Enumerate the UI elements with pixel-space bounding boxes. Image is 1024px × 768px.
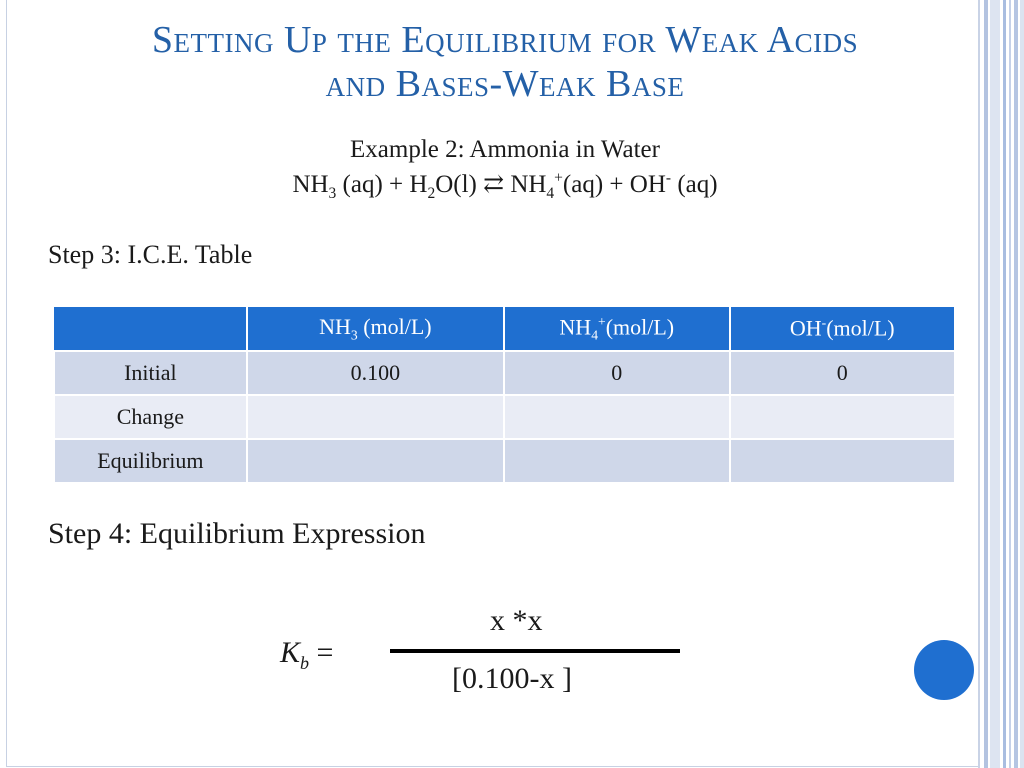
- table-row-change: [54, 395, 955, 439]
- table-cell: [247, 439, 504, 483]
- table-row-initial: [54, 351, 955, 395]
- table-cell: 0.100: [247, 351, 504, 395]
- step4-heading: Step 4: Equilibrium Expression: [48, 517, 426, 550]
- decor-circle: [914, 640, 974, 700]
- row-label: Equilibrium: [54, 439, 247, 483]
- decor-stripe: [978, 0, 980, 768]
- decor-stripe: [1020, 0, 1024, 768]
- fraction-denominator: [0.100-x ]: [452, 662, 572, 695]
- table-cell: [504, 395, 729, 439]
- header-oh: OH-(mol/L): [730, 307, 956, 351]
- header-blank: [54, 307, 247, 351]
- example-heading: Example 2: Ammonia in Water: [350, 136, 660, 163]
- decor-stripe: [990, 0, 1000, 768]
- decor-stripe: [984, 0, 988, 768]
- decor-stripe: [1014, 0, 1018, 768]
- table-cell: [504, 439, 729, 483]
- fraction-bar: [390, 649, 680, 653]
- table-row-equilibrium: [54, 439, 955, 483]
- table-cell: [247, 395, 504, 439]
- header-nh4: $NH_4^+(mol/L)$: [504, 307, 729, 351]
- table-header-row: [54, 307, 955, 351]
- decor-stripe: [1003, 0, 1006, 768]
- slide-title: [40, 18, 970, 106]
- step3-heading: Step 3: I.C.E. Table: [48, 240, 253, 269]
- reaction-equation: $NH_3$ $(aq) + H_2O(l)$ ⇄ $NH_4^+(aq) + OH^-$ (aq): [292, 169, 718, 202]
- row-label: Initial: [54, 351, 247, 395]
- table-cell: [730, 439, 956, 483]
- fraction-numerator: x *x: [490, 604, 543, 637]
- title-line-2: and Bases-Weak Base: [325, 63, 685, 105]
- header-nh3: $NH_3$ (mol/L): [247, 307, 504, 351]
- table-cell: [730, 395, 956, 439]
- kb-symbol: $K_b$ =: [280, 636, 334, 673]
- table-cell: 0: [730, 351, 956, 395]
- ice-table: [53, 307, 956, 484]
- decor-stripe: [1009, 0, 1011, 768]
- title-line-1: Setting Up the Equilibrium for Weak Acids: [151, 19, 859, 61]
- row-label: Change: [54, 395, 247, 439]
- table-cell: 0: [504, 351, 729, 395]
